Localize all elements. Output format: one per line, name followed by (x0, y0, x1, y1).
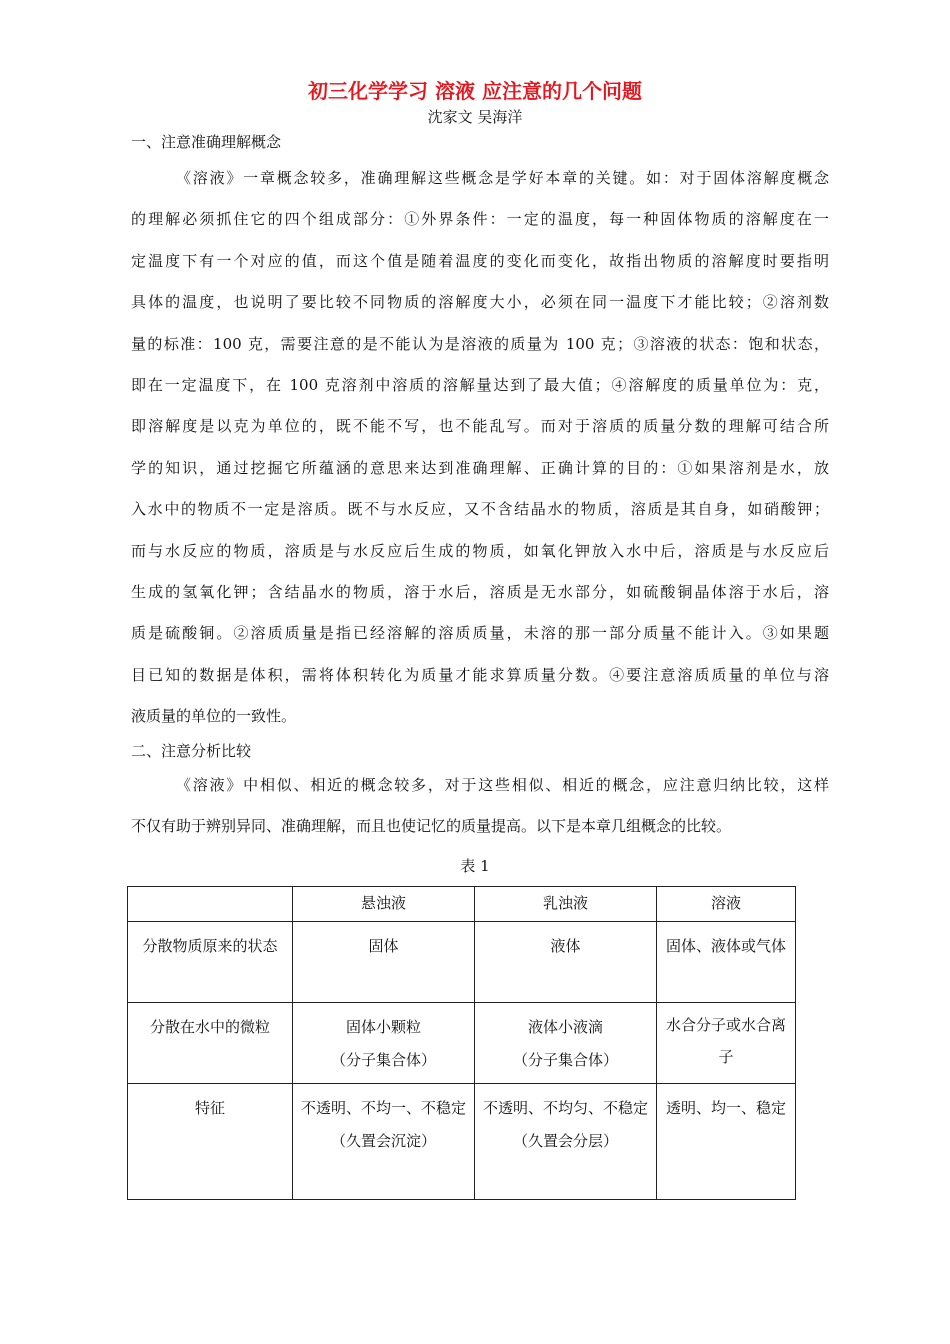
paragraph-line: 质是硫酸铜。②溶质质量是指已经溶解的溶质质量，未溶的那一部分质量不能计入。③如果题 (131, 624, 829, 643)
cell-sub: （分子集合体） (330, 1051, 436, 1069)
cell-main: 固体 (368, 937, 399, 955)
cell-sub: （久置会分层） (512, 1132, 618, 1150)
row-label: 分散物质原来的状态 (128, 922, 293, 1003)
table-cell (293, 922, 475, 1003)
cell-main: 不透明、不均一、不稳定 (300, 1099, 466, 1117)
row-label: 分散在水中的微粒 (128, 1003, 293, 1084)
cell-main: 固体小颗粒 (345, 1018, 421, 1036)
section-2-paragraph (131, 765, 829, 848)
table-cell (475, 1084, 657, 1200)
cell-main: 液体 (550, 937, 581, 955)
cell-main: 液体小液滴 (527, 1018, 603, 1036)
table-row (128, 1084, 796, 1200)
table-cell (475, 922, 657, 1003)
table-cell (293, 1003, 475, 1084)
cell-sub: （分子集合体） (512, 1051, 618, 1069)
table-header-cell (128, 887, 293, 922)
paragraph-line: 而与水反应的物质，溶质是与水反应后生成的物质，如氧化钾放入水中后，溶质是与水反应后 (131, 541, 829, 560)
table-cell (293, 1084, 475, 1200)
table-cell (475, 1003, 657, 1084)
table-header-cell: 溶液 (657, 887, 796, 922)
paragraph-line: 定温度下有一个对应的值，而这个值是随着温度的变化而变化，故指出物质的溶解度时要指明 (131, 251, 829, 270)
table-header-cell: 悬浊液 (293, 887, 475, 922)
document-title: 初三化学学习 溶液 应注意的几个问题 (308, 79, 642, 103)
cell-main: 水合分子或水合离子 (665, 1016, 786, 1066)
comparison-table (127, 886, 796, 1200)
paragraph-line: 不仅有助于辨别异同、准确理解，而且也使记忆的质量提高。以下是本章几组概念的比较。 (131, 817, 732, 836)
cell-main: 不透明、不均匀、不稳定 (482, 1099, 648, 1117)
paragraph-line: 目已知的数据是体积，需将体积转化为质量才能求算质量分数。④要注意溶质质量的单位与溶 (131, 665, 829, 684)
paragraph-line: 具体的温度，也说明了要比较不同物质的溶解度大小，必须在同一温度下才能比较；②溶剂数 (131, 293, 829, 312)
cell-main: 固体、液体或气体 (665, 937, 786, 955)
table-caption: 表 1 (460, 857, 490, 875)
table-cell (657, 1003, 796, 1084)
paragraph-line: 量的标准：100 克，需要注意的是不能认为是溶液的质量为 100 克；③溶液的状态：饱和状态， (131, 334, 829, 353)
cell-sub: （久置会沉淀） (330, 1132, 436, 1150)
table-header-row (128, 887, 796, 922)
section-1-paragraph (131, 158, 829, 738)
section-2-heading: 二、注意分析比较 (131, 742, 252, 760)
document-author: 沈家文 吴海洋 (427, 108, 523, 126)
table-row (128, 1003, 796, 1084)
table-cell (657, 922, 796, 1003)
row-label: 特征 (128, 1084, 293, 1200)
section-1-heading: 一、注意准确理解概念 (131, 133, 282, 151)
table-cell (657, 1084, 796, 1200)
paragraph-line: 液质量的单位的一致性。 (131, 707, 297, 726)
paragraph-line: 的理解必须抓住它的四个组成部分：①外界条件：一定的温度，每一种固体物质的溶解度在一 (131, 210, 829, 229)
paragraph-line: 即溶解度是以克为单位的，既不能不写，也不能乱写。而对于溶质的质量分数的理解可结合所 (131, 417, 829, 436)
table-row (128, 922, 796, 1003)
paragraph-line: 即在一定温度下，在 100 克溶剂中溶质的溶解量达到了最大值；④溶解度的质量单位为：克， (131, 376, 829, 395)
paragraph-line: 生成的氢氧化钾；含结晶水的物质，溶于水后，溶质是无水部分，如硫酸铜晶体溶于水后，溶 (131, 583, 829, 602)
paragraph-line: 《溶液》一章概念较多，准确理解这些概念是学好本章的关键。如：对于固体溶解度概念 (176, 169, 829, 187)
cell-main: 透明、均一、稳定 (665, 1099, 786, 1117)
paragraph-line: 《溶液》中相似、相近的概念较多，对于这些相似、相近的概念，应注意归纳比较，这样 (176, 776, 829, 794)
paragraph-line: 入水中的物质不一定是溶质。既不与水反应，又不含结晶水的物质，溶质是其自身，如硝酸钾； (131, 500, 829, 519)
table-header-cell: 乳浊液 (475, 887, 657, 922)
paragraph-line: 学的知识，通过挖掘它所蕴涵的意思来达到准确理解、正确计算的目的：①如果溶剂是水，放 (131, 458, 829, 477)
